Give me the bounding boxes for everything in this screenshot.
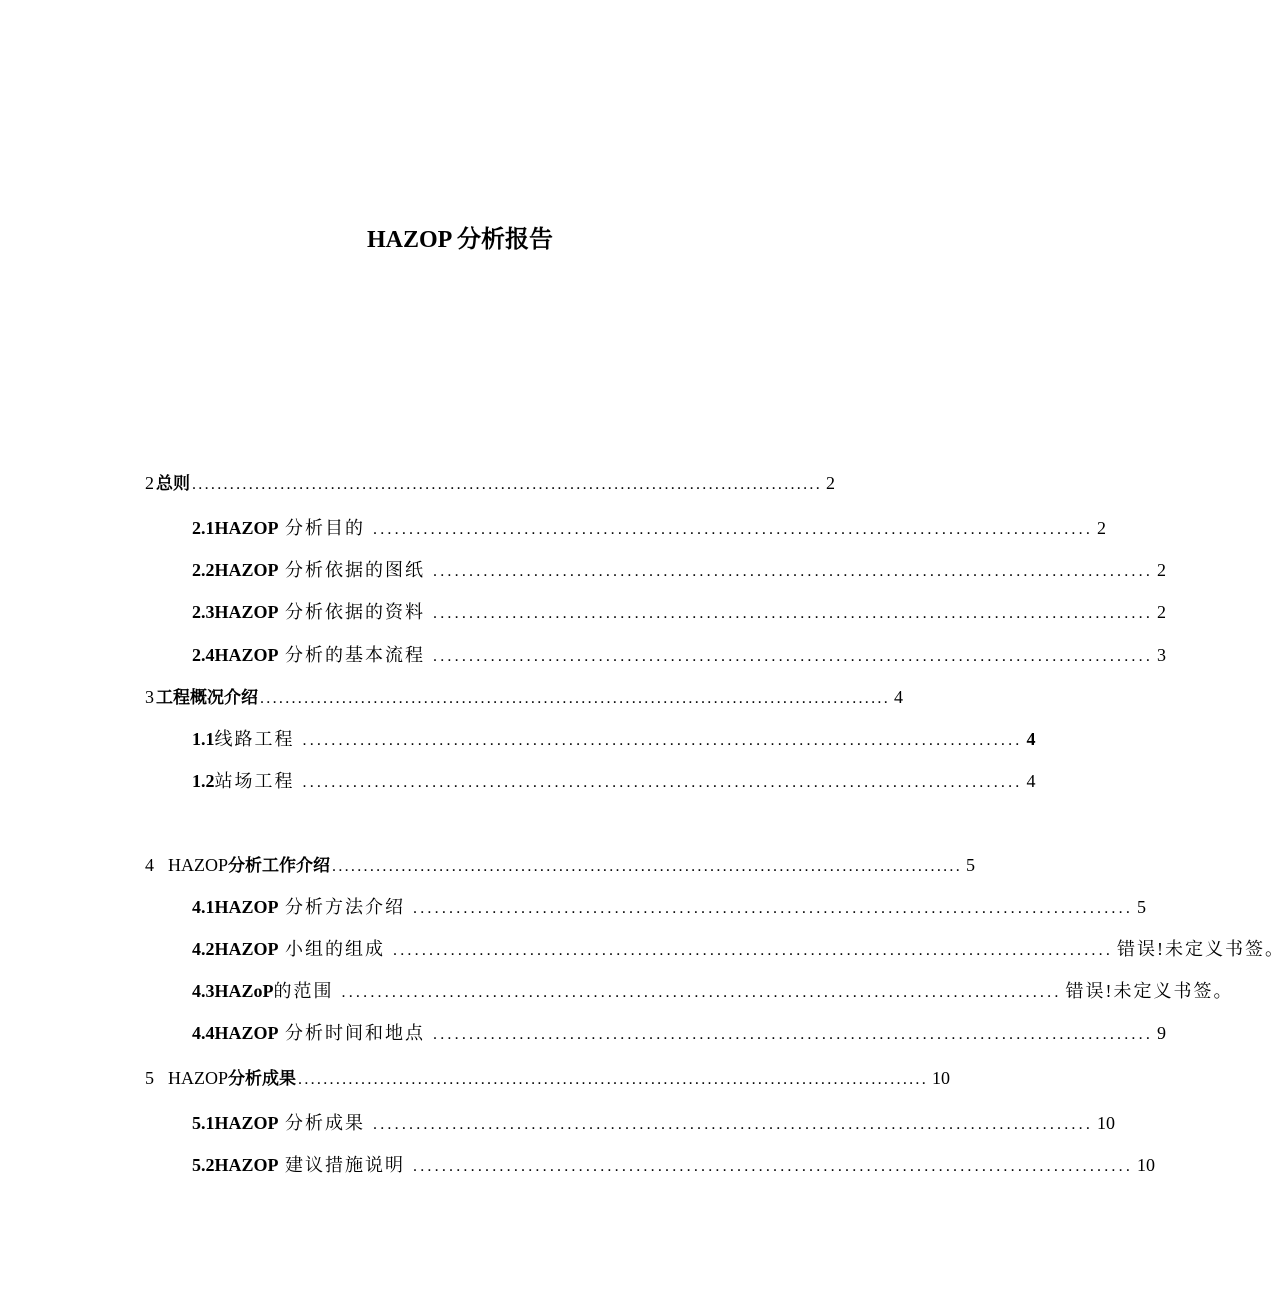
toc-number: 2.2 bbox=[192, 560, 215, 580]
toc-entry[interactable] bbox=[192, 556, 1167, 586]
toc-entry[interactable] bbox=[145, 469, 835, 499]
toc-page: 错误!未定义书签。 bbox=[1065, 981, 1234, 1001]
toc-entry[interactable] bbox=[192, 598, 1167, 628]
toc-number: 2.3 bbox=[192, 602, 215, 622]
toc-entry[interactable] bbox=[145, 683, 903, 713]
toc-entry[interactable] bbox=[192, 725, 1036, 755]
toc-page: 2 bbox=[1097, 518, 1107, 538]
toc-page: 4 bbox=[1026, 771, 1036, 791]
toc-entry[interactable] bbox=[192, 1151, 1156, 1181]
toc-title: 分析依据的资料 bbox=[285, 602, 426, 622]
toc-page: 2 bbox=[826, 473, 835, 493]
toc-prefix: HAZOP bbox=[214, 1023, 279, 1043]
toc-number: 4 bbox=[145, 855, 154, 875]
toc-text: 总则 bbox=[156, 474, 190, 494]
toc-leader: .................................................................................................... bbox=[260, 690, 890, 707]
toc-entry[interactable] bbox=[192, 935, 1285, 965]
toc-leader: .................................................................................................... bbox=[433, 1026, 1154, 1043]
toc-leader: .................................................................................................... bbox=[413, 900, 1134, 917]
toc-number: 3 bbox=[145, 687, 154, 707]
toc-page: 10 bbox=[932, 1068, 951, 1088]
toc-text: 站场工程 bbox=[214, 771, 295, 791]
toc-number: 4.3 bbox=[192, 981, 215, 1001]
toc-leader: .................................................................................................... bbox=[302, 732, 1023, 749]
toc-text bbox=[215, 556, 426, 584]
toc-leader: .................................................................................................... bbox=[373, 521, 1094, 538]
toc-entry[interactable] bbox=[192, 893, 1147, 923]
toc-leader: .................................................................................................... bbox=[298, 1071, 929, 1088]
toc-title: 小组的组成 bbox=[285, 939, 386, 959]
toc-entry[interactable] bbox=[192, 1109, 1116, 1139]
toc-text bbox=[215, 514, 366, 542]
toc-page: 2 bbox=[1157, 560, 1167, 580]
toc-number: 5.2 bbox=[192, 1155, 215, 1175]
toc-text: 工程概况介绍 bbox=[156, 688, 258, 708]
toc-leader: .................................................................................................... bbox=[433, 648, 1154, 665]
toc-prefix: HAZOP bbox=[214, 1113, 279, 1133]
toc-leader: .................................................................................................... bbox=[302, 774, 1023, 791]
toc-text: 线路工程 bbox=[214, 729, 295, 749]
toc-number: 2.1 bbox=[192, 518, 215, 538]
toc-number: 5.1 bbox=[192, 1113, 215, 1133]
toc-text bbox=[215, 977, 334, 1005]
toc-page: 2 bbox=[1157, 602, 1167, 622]
toc-number: 1.2 bbox=[192, 771, 215, 791]
toc-text bbox=[215, 1151, 406, 1179]
toc-page: 4 bbox=[1026, 729, 1036, 749]
toc-entry[interactable] bbox=[145, 1064, 951, 1094]
toc-leader: .................................................................................................... bbox=[433, 563, 1154, 580]
toc-entry[interactable] bbox=[192, 1019, 1167, 1049]
toc-prefix: HAZOP bbox=[214, 939, 279, 959]
toc-number: 4.4 bbox=[192, 1023, 215, 1043]
toc-number: 2.4 bbox=[192, 645, 215, 665]
toc-page: 3 bbox=[1157, 645, 1167, 665]
toc-text: 分析成果 bbox=[228, 1069, 297, 1089]
toc-page: 10 bbox=[1137, 1155, 1156, 1175]
toc-number: 5 bbox=[145, 1068, 154, 1088]
toc-number: 4.1 bbox=[192, 897, 215, 917]
toc-number: 2 bbox=[145, 473, 154, 493]
toc-text bbox=[215, 935, 386, 963]
toc-text bbox=[215, 641, 426, 669]
toc-prefix: HAZoP bbox=[214, 981, 274, 1001]
toc-prefix: HAZOP bbox=[214, 897, 279, 917]
toc-entry[interactable] bbox=[192, 641, 1167, 671]
toc-prefix: HAZOP bbox=[214, 518, 279, 538]
toc-leader: .................................................................................................... bbox=[433, 605, 1154, 622]
document-title: HAZOP 分析报告 bbox=[366, 227, 553, 253]
toc-leader: .................................................................................................... bbox=[332, 858, 963, 875]
toc-page: 9 bbox=[1157, 1023, 1167, 1043]
toc-text bbox=[215, 893, 406, 921]
toc-prefix: HAZOP bbox=[214, 645, 279, 665]
toc-page: 5 bbox=[966, 855, 976, 875]
toc-prefix: HAZOP bbox=[214, 602, 279, 622]
toc-title: 分析方法介绍 bbox=[285, 897, 406, 917]
toc-entry[interactable] bbox=[192, 514, 1107, 544]
toc-leader: .................................................................................................... bbox=[341, 984, 1062, 1001]
toc-number: 1.1 bbox=[192, 729, 215, 749]
toc-title: 分析目的 bbox=[285, 518, 366, 538]
toc-leader: .................................................................................................... bbox=[373, 1116, 1094, 1133]
toc-number: 4.2 bbox=[192, 939, 215, 959]
toc-text bbox=[215, 1019, 426, 1047]
toc-title: 分析成果 bbox=[285, 1113, 366, 1133]
toc-title: 的范围 bbox=[273, 981, 334, 1001]
toc-leader: .................................................................................................... bbox=[393, 942, 1114, 959]
toc-prefix: HAZOP bbox=[168, 1068, 229, 1088]
toc-text bbox=[215, 1109, 366, 1137]
toc-entry[interactable] bbox=[192, 767, 1036, 797]
toc-page: 错误!未定义书签。 bbox=[1117, 939, 1285, 959]
toc-leader: .................................................................................................... bbox=[192, 476, 822, 493]
toc-title: 分析时间和地点 bbox=[285, 1023, 426, 1043]
toc-text: 分析工作介绍 bbox=[228, 856, 331, 876]
toc-text bbox=[215, 598, 426, 626]
toc-prefix: HAZOP bbox=[214, 1155, 279, 1175]
toc-entry[interactable] bbox=[192, 977, 1234, 1007]
toc-page: 10 bbox=[1097, 1113, 1116, 1133]
toc-title: 分析依据的图纸 bbox=[285, 560, 426, 580]
toc-prefix: HAZOP bbox=[168, 855, 229, 875]
toc-page: 5 bbox=[1137, 897, 1147, 917]
toc-entry[interactable] bbox=[145, 851, 976, 881]
toc-leader: .................................................................................................... bbox=[413, 1158, 1134, 1175]
toc-title: 分析的基本流程 bbox=[285, 645, 426, 665]
toc-prefix: HAZOP bbox=[214, 560, 279, 580]
toc-page: 4 bbox=[894, 687, 903, 707]
toc-title: 建议措施说明 bbox=[285, 1155, 406, 1175]
